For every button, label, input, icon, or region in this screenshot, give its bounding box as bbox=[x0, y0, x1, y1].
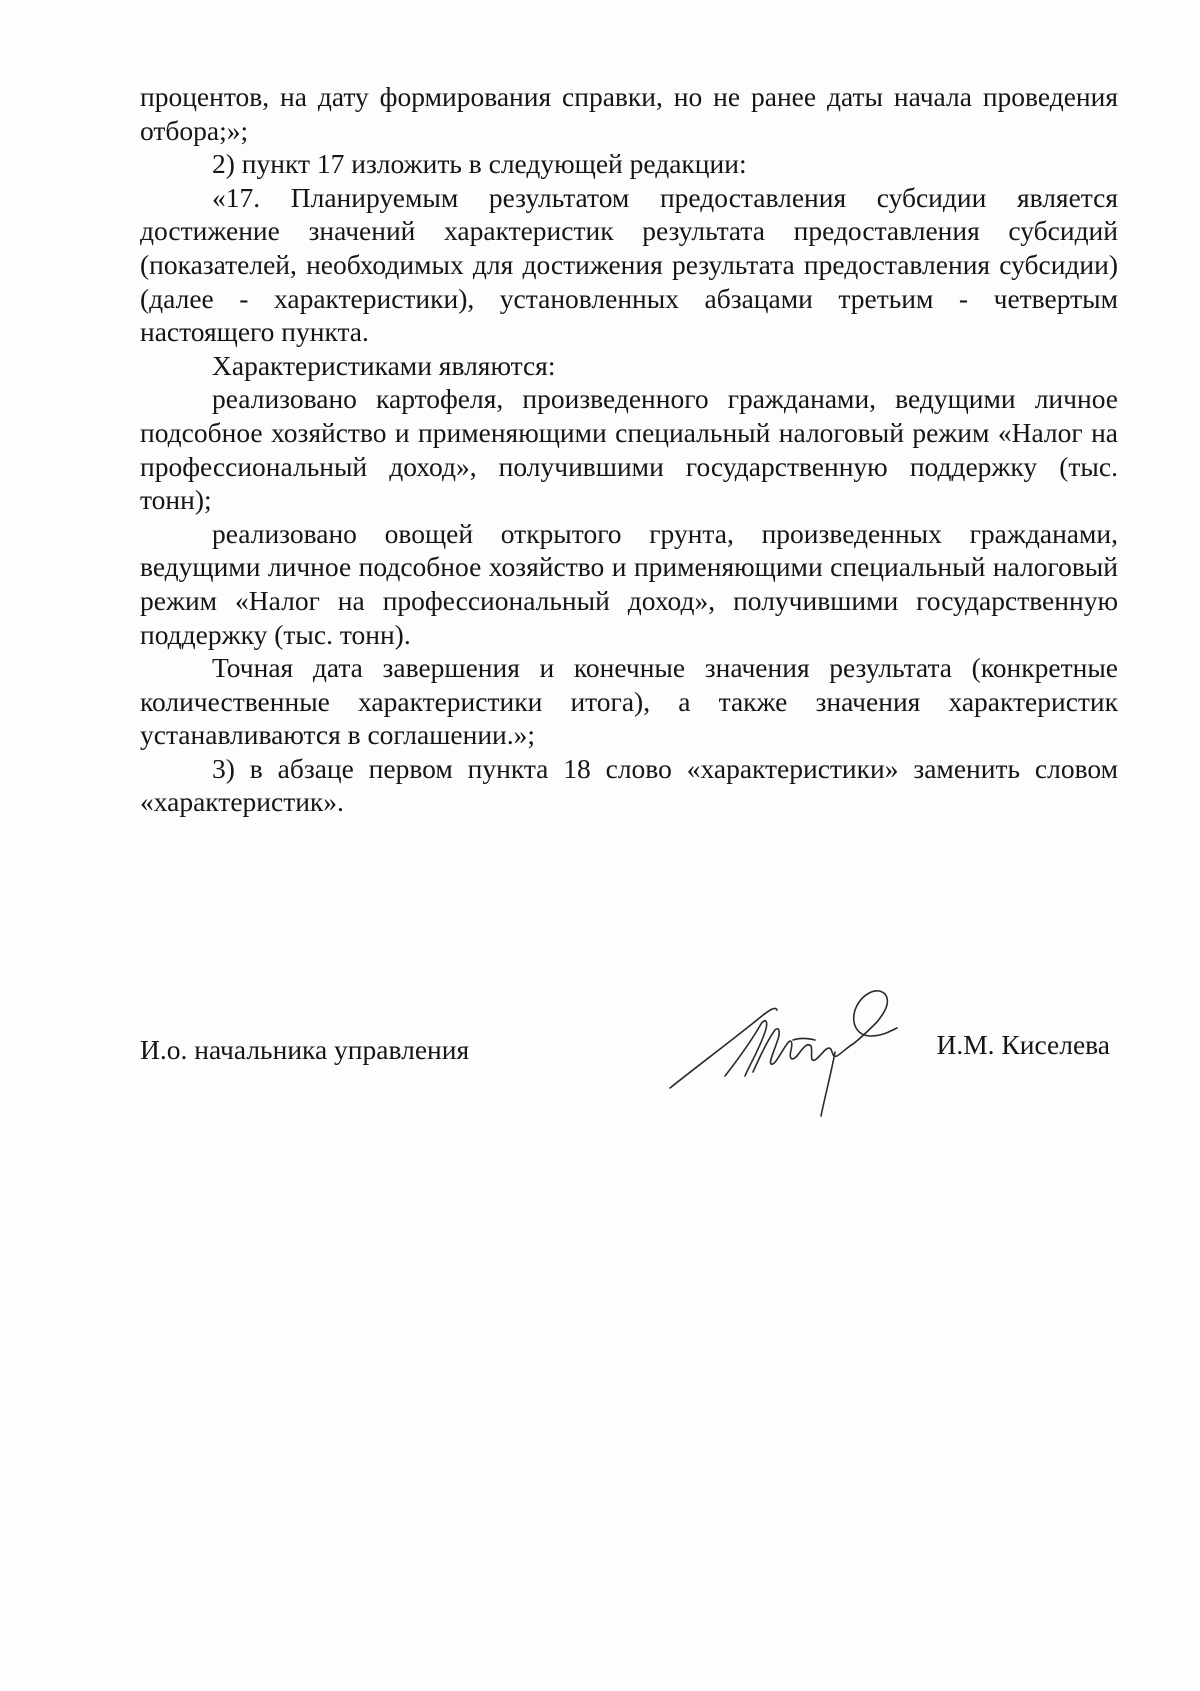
signatory-title: И.о. начальника управления bbox=[140, 1034, 470, 1065]
paragraph-item-2: 2) пункт 17 изложить в следующей редакции: bbox=[212, 148, 747, 180]
paragraph-continuation: процентов, на дату формирования справки, но не ранее даты начала проведения отбора;»; bbox=[140, 81, 1118, 146]
paragraph-agreement: Точная дата завершения и конечные значения результата (конкретные количественные характеристики итога), а также значения характеристик устанавливаются в соглашении.»; bbox=[140, 652, 1118, 751]
paragraph-characteristics-intro: Характеристиками являются: bbox=[212, 349, 556, 381]
paragraph-characteristic-potatoes: реализовано картофеля, произведенного гражданами, ведущими личное подсобное хозяйство и применяющими специальный налоговый режим «Налог на профессиональный доход», получившими государственную поддержку (тыс. тонн); bbox=[140, 383, 1118, 516]
paragraph-item-3: 3) в абзаце первом пункта 18 слово «характеристики» заменить словом «характеристик». bbox=[140, 752, 1118, 818]
handwritten-signature bbox=[665, 980, 925, 1120]
document-body bbox=[140, 80, 1118, 819]
paragraph-characteristic-vegetables: реализовано овощей открытого грунта, произведенных гражданами, ведущими личное подсобное хозяйство и применяющими специальный налоговый режим «Налог на профессиональный доход», получившими государственную поддержку (тыс. тонн). bbox=[140, 517, 1118, 650]
paragraph-point-17: «17. Планируемым результатом предоставления субсидии является достижение значений характеристик результата предоставления субсидий (показателей, необходимых для достижения результата предоставления субсидии) (далее - характеристики), установленных абзацами третьим - четвертым настоящего пункта. bbox=[140, 181, 1118, 348]
signatory-name: И.М. Киселева bbox=[936, 1029, 1110, 1060]
signature-block bbox=[140, 1020, 1118, 1070]
